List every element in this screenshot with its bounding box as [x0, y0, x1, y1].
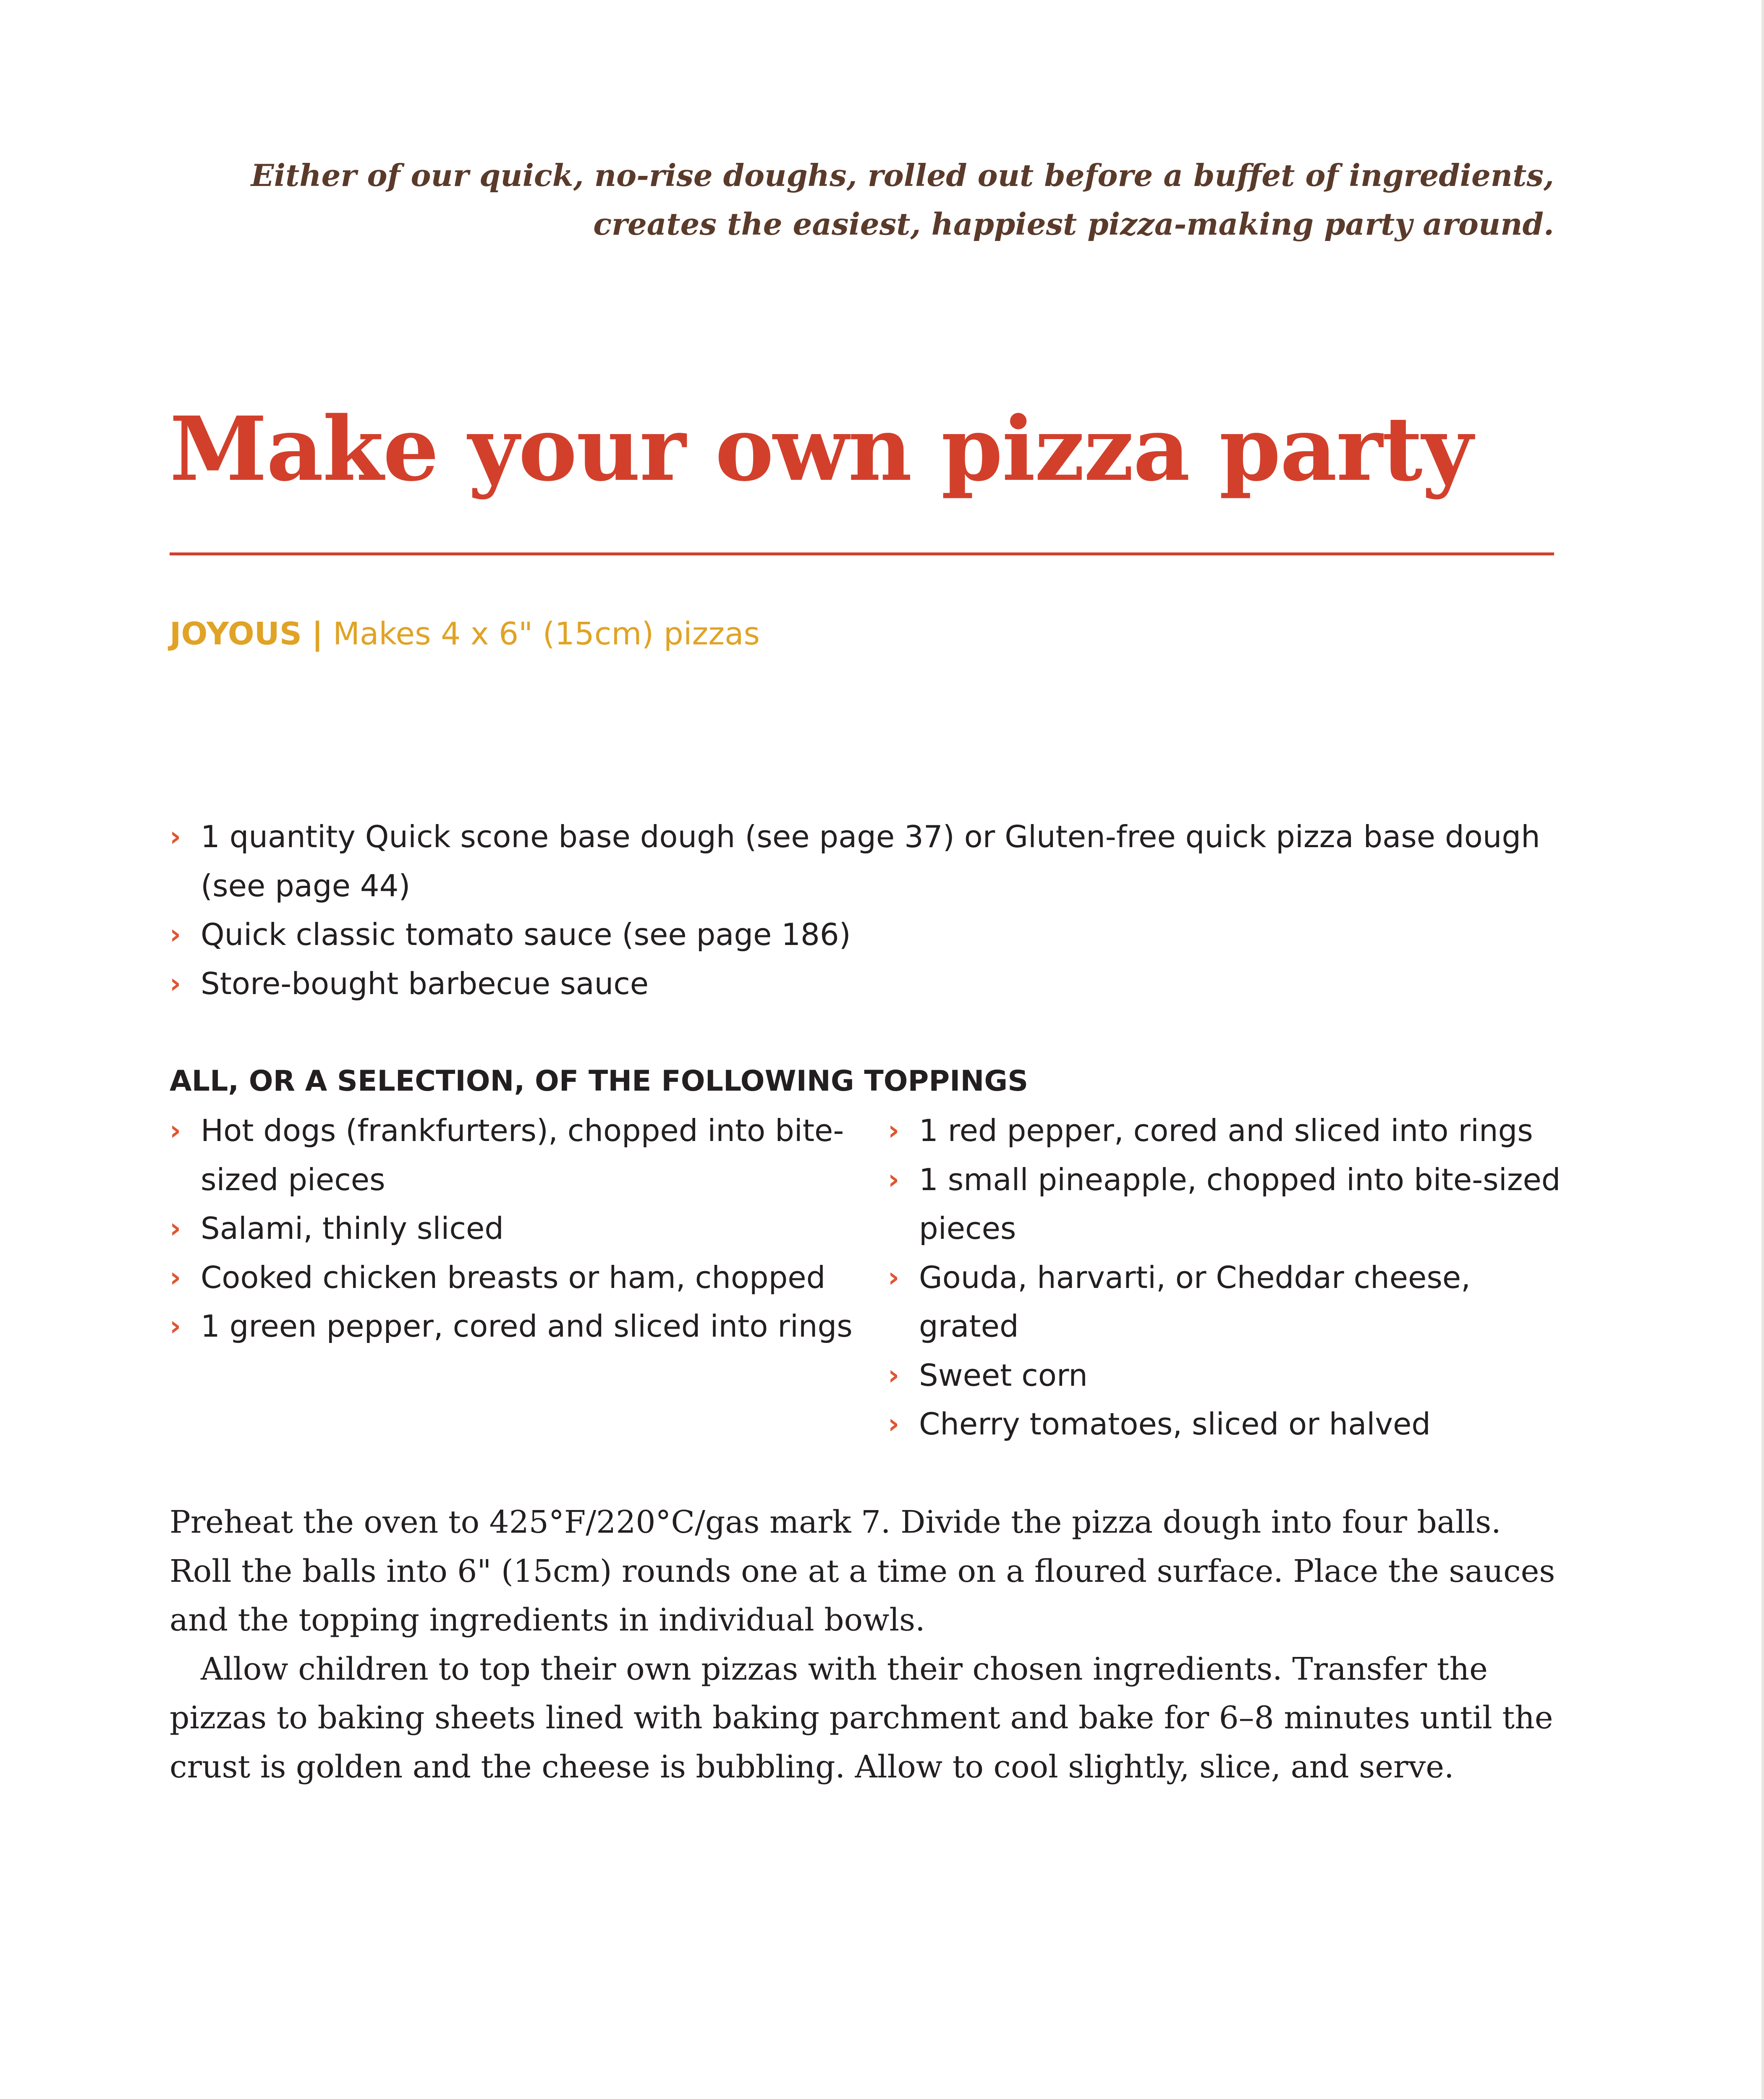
title-divider	[170, 552, 1554, 555]
method-text	[170, 1498, 1563, 1791]
intro-text	[168, 151, 1554, 249]
bullet-icon: ›	[170, 1261, 181, 1293]
recipe-category: JOYOUS	[170, 616, 302, 652]
topping-item: › Salami, thinly sliced	[170, 1204, 858, 1253]
ingredient-item: › 1 quantity Quick scone base dough (see page 37) or Gluten-free quick pizza base dough (see page 44)	[170, 812, 1563, 910]
toppings-list-right	[888, 1106, 1576, 1449]
intro-line-1: Either of our quick, no-rise doughs, rolled out before a buffet of ingredients,	[251, 157, 1554, 193]
bullet-icon: ›	[888, 1163, 900, 1196]
bullet-icon: ›	[170, 1310, 181, 1342]
topping-item: › 1 green pepper, cored and sliced into rings	[170, 1302, 858, 1351]
recipe-title: Make your own pizza party	[170, 397, 1472, 501]
toppings-heading: ALL, OR A SELECTION, OF THE FOLLOWING TOPPINGS	[170, 1065, 1029, 1098]
bullet-icon: ›	[888, 1358, 900, 1391]
bullet-icon: ›	[888, 1261, 900, 1293]
bullet-icon: ›	[170, 918, 181, 950]
method-paragraph: Allow children to top their own pizzas with their chosen ingredients. Transfer the pizzas to baking sheets lined with baking parchment and bake for 6–8 minutes until the crust is golden and the cheese is bubbling. Allow to cool slightly, slice, and serve.	[170, 1651, 1553, 1785]
ingredient-item: › Quick classic tomato sauce (see page 186)	[170, 910, 1563, 959]
topping-item: › Cherry tomatoes, sliced or halved	[888, 1400, 1576, 1449]
bullet-icon: ›	[170, 1114, 181, 1146]
topping-item: › Hot dogs (frankfurters), chopped into bite-sized pieces	[170, 1106, 858, 1204]
bullet-icon: ›	[170, 1212, 181, 1244]
yield-separator: |	[311, 616, 323, 652]
page-edge-line	[1761, 0, 1764, 2099]
bullet-icon: ›	[888, 1408, 900, 1440]
ingredient-item: › Store-bought barbecue sauce	[170, 959, 1563, 1008]
topping-item: › Sweet corn	[888, 1351, 1576, 1400]
bullet-icon: ›	[170, 820, 181, 853]
ingredient-list	[170, 812, 1563, 1008]
bullet-icon: ›	[170, 967, 181, 1000]
topping-item: › 1 small pineapple, chopped into bite-sized pieces	[888, 1155, 1576, 1253]
topping-item: › Gouda, harvarti, or Cheddar cheese, grated	[888, 1253, 1576, 1351]
intro-line-2: creates the easiest, happiest pizza-making party around.	[593, 206, 1554, 242]
toppings-list-left	[170, 1106, 858, 1351]
topping-item: › 1 red pepper, cored and sliced into rings	[888, 1106, 1576, 1155]
method-paragraph: Preheat the oven to 425°F/220°C/gas mark 7. Divide the pizza dough into four balls. Roll the balls into 6" (15cm) rounds one at a time on a floured surface. Place the sauces and the topping ingredients in individual bowls.	[170, 1504, 1555, 1638]
recipe-yield-line	[170, 611, 760, 657]
recipe-yield: Makes 4 x 6" (15cm) pizzas	[333, 616, 760, 652]
topping-item: › Cooked chicken breasts or ham, chopped	[170, 1253, 858, 1302]
bullet-icon: ›	[888, 1114, 900, 1146]
